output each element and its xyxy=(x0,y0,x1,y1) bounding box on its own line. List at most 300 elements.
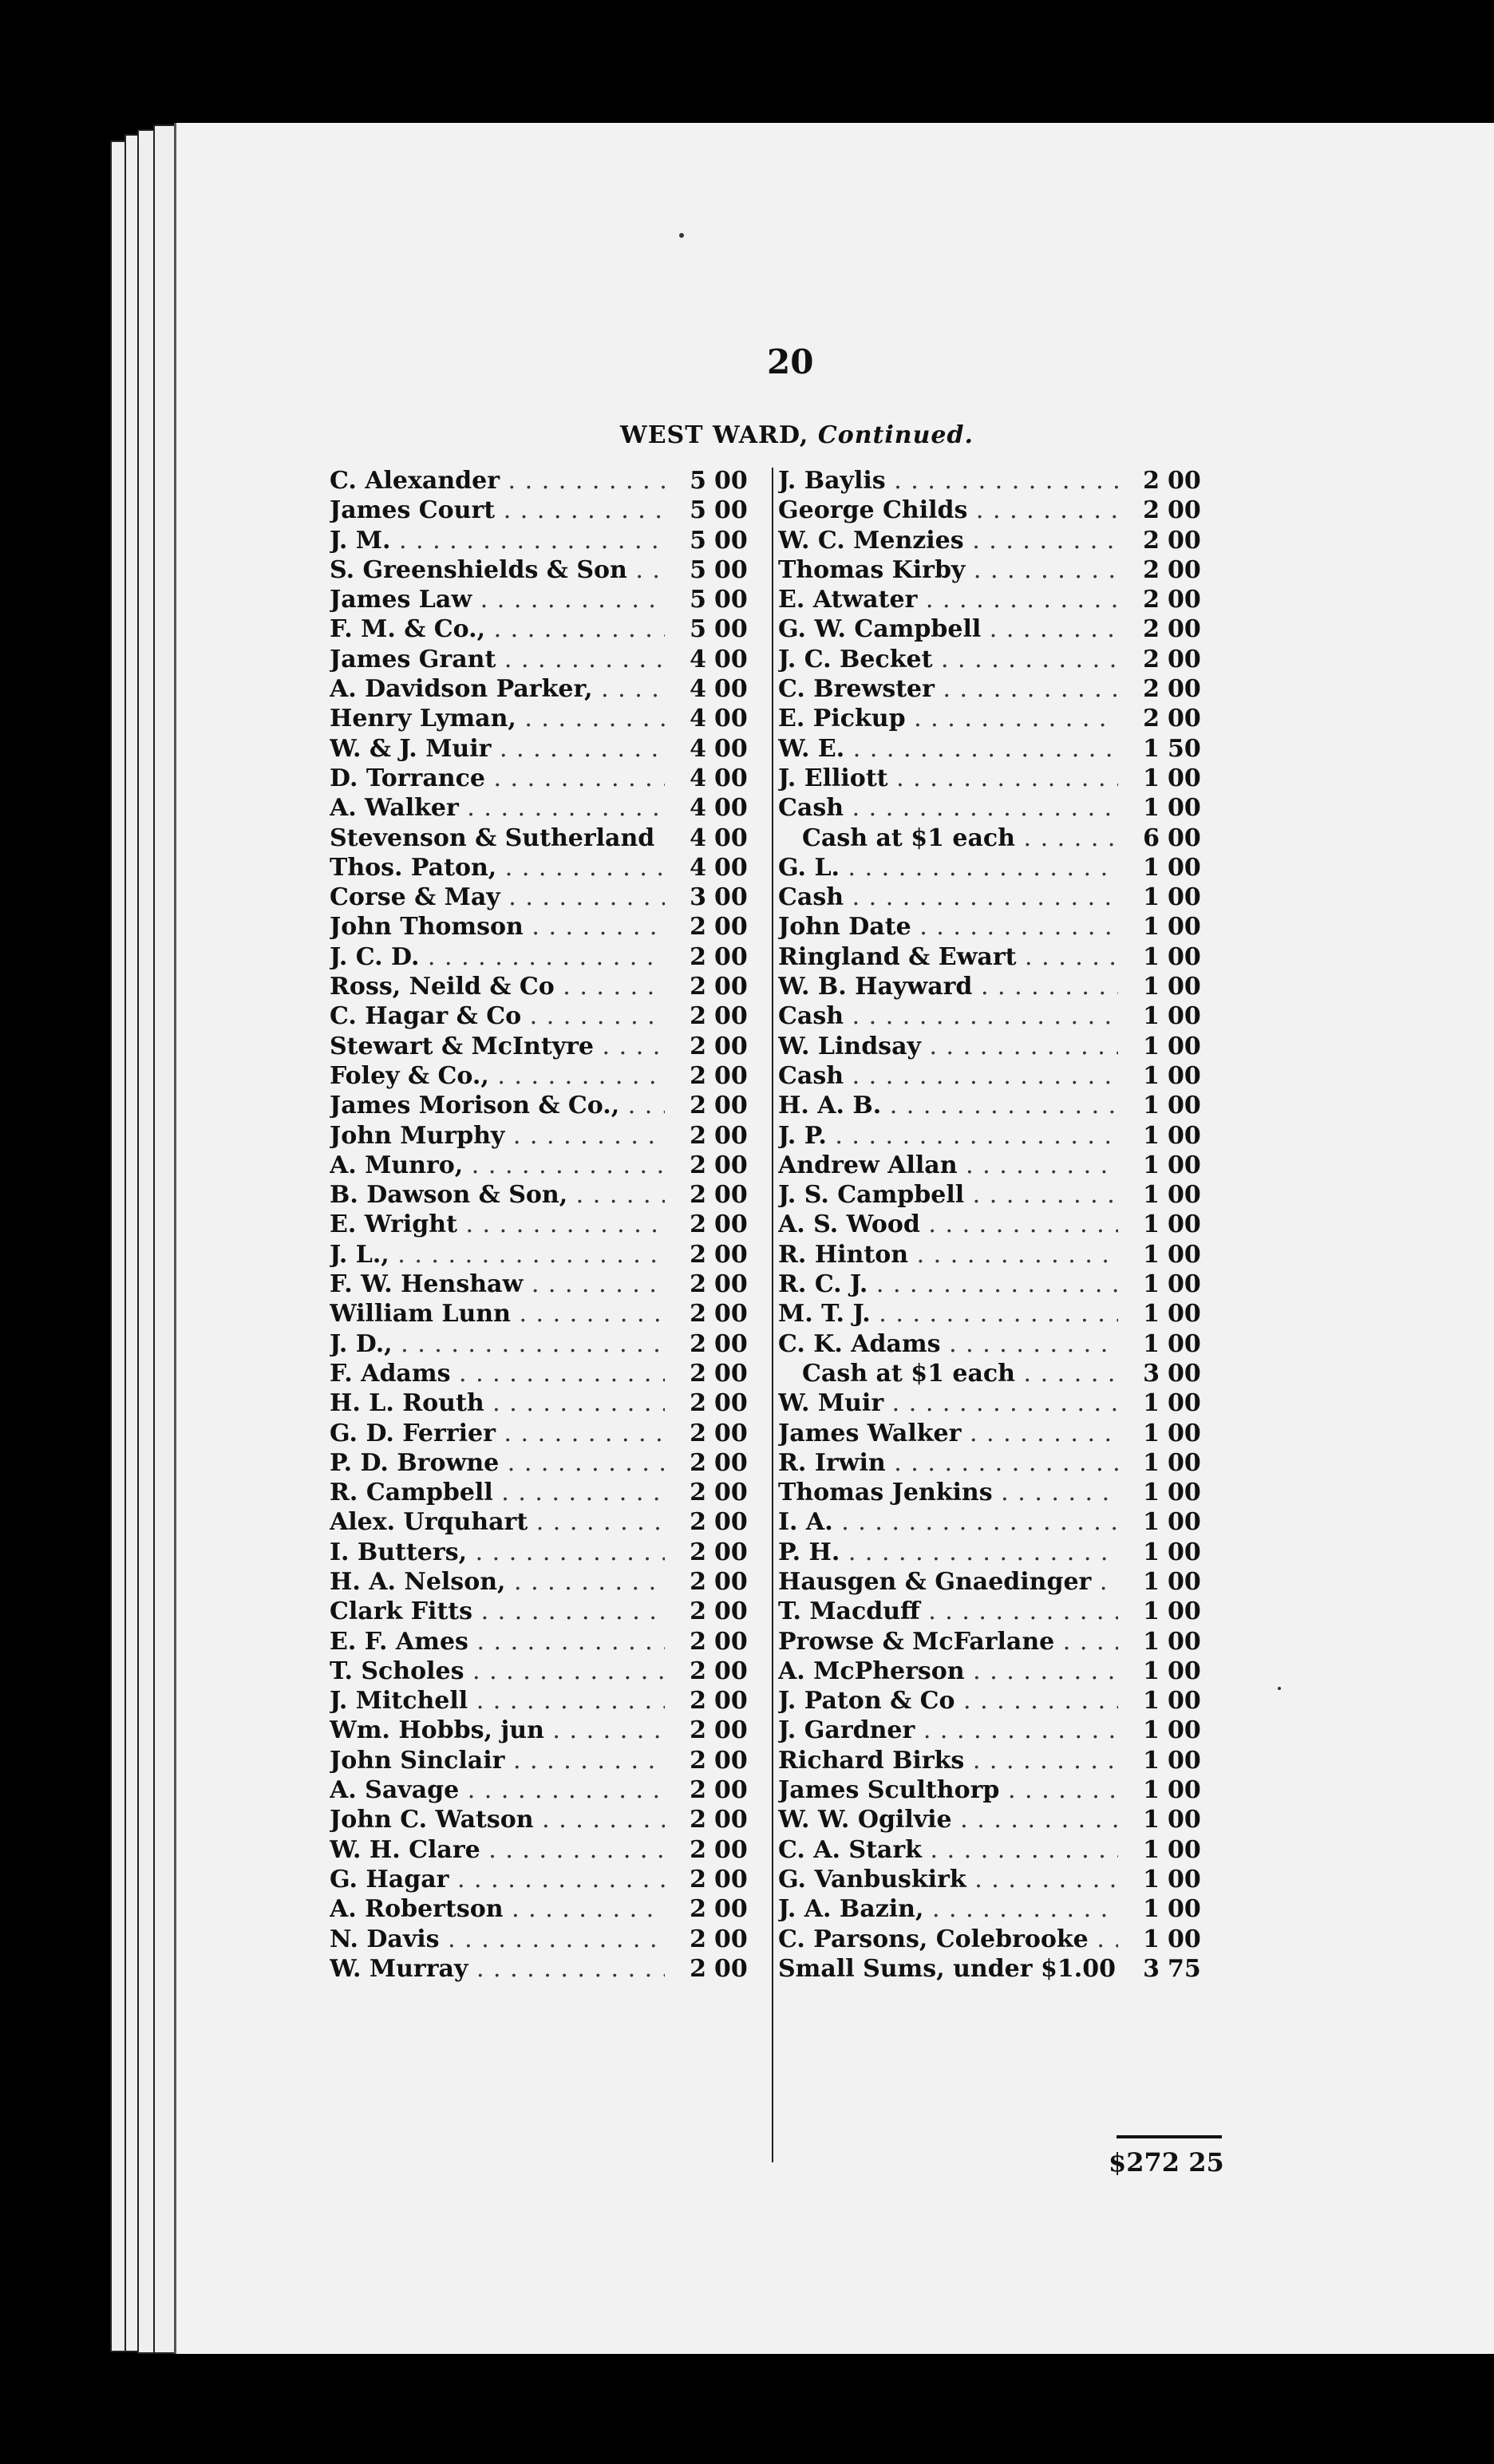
amount-dollars: 2 xyxy=(690,1210,706,1239)
amount-dollars: 2 xyxy=(1143,555,1160,584)
contributor-name: C. Brewster . . . xyxy=(778,674,1118,704)
amount-cents: 00 xyxy=(1168,1508,1201,1537)
list-row xyxy=(778,972,1217,1001)
contributor-name: W. H. Clare . . . xyxy=(330,1835,665,1865)
heading-main: WEST WARD, xyxy=(620,421,809,449)
amount-cents: 00 xyxy=(1168,1121,1201,1150)
amount-dollars: 2 xyxy=(690,1181,706,1210)
contributor-name: G. Hagar . . . xyxy=(330,1865,665,1894)
amount-cents: 00 xyxy=(714,1002,748,1031)
list-row xyxy=(778,883,1217,912)
list-row xyxy=(330,1746,764,1775)
amount-dollars: 2 xyxy=(1143,467,1160,495)
amount-dollars: 1 xyxy=(1143,1508,1160,1537)
list-row xyxy=(778,1686,1217,1716)
amount-dollars: 1 xyxy=(1143,1270,1160,1299)
list-row xyxy=(778,1180,1217,1210)
contributor-name: Prowse & McFarlane . . . xyxy=(778,1627,1118,1656)
contributor-name: R. Campbell . . . xyxy=(330,1478,665,1507)
amount-cents: 00 xyxy=(714,1895,748,1924)
amount-cents: 00 xyxy=(714,1687,748,1716)
contributor-name: James Walker . . . xyxy=(778,1419,1118,1448)
amount-dollars: 2 xyxy=(690,1716,706,1745)
amount-cents: 00 xyxy=(1168,1538,1201,1566)
amount-cents: 00 xyxy=(1168,794,1201,823)
contributor-name: W. B. Hayward . . . xyxy=(778,972,1118,1001)
total-rule xyxy=(1117,2135,1222,2138)
amount-dollars: 1 xyxy=(1143,942,1160,971)
amount-cents: 00 xyxy=(1168,1716,1201,1745)
contributor-name: James Sculthorp . . . xyxy=(778,1775,1118,1805)
amount-cents: 00 xyxy=(714,1419,748,1447)
amount-dollars: 2 xyxy=(690,1479,706,1507)
amount-dollars: 4 xyxy=(690,764,706,792)
list-row xyxy=(778,1716,1217,1745)
amount-dollars: 4 xyxy=(690,794,706,823)
amount-cents: 00 xyxy=(714,1597,748,1626)
contributor-name: J. Baylis . . . xyxy=(778,466,1118,496)
list-row xyxy=(778,1299,1217,1329)
amount-dollars: 2 xyxy=(690,1835,706,1864)
amount-cents: 00 xyxy=(714,555,748,584)
contributor-name: C. K. Adams . . . xyxy=(778,1329,1118,1359)
contributor-name: F. Adams . . . xyxy=(330,1359,665,1388)
amount-cents: 00 xyxy=(1168,705,1201,733)
amount-cents: 00 xyxy=(714,1835,748,1864)
amount-dollars: 2 xyxy=(1143,675,1160,704)
list-row xyxy=(330,1597,764,1626)
amount-cents: 00 xyxy=(714,1865,748,1893)
amount-cents: 00 xyxy=(714,1806,748,1834)
amount-dollars: 2 xyxy=(1143,496,1160,525)
contributor-name: George Childs . . . xyxy=(778,496,1118,525)
amount-cents: 00 xyxy=(1168,913,1201,942)
amount-cents: 00 xyxy=(1168,853,1201,882)
contributor-name: Stewart & McIntyre . . . xyxy=(330,1032,665,1061)
amount-cents: 00 xyxy=(1168,1092,1201,1120)
list-row xyxy=(778,1329,1217,1359)
amount-cents: 00 xyxy=(1168,1359,1201,1388)
list-row xyxy=(778,526,1217,555)
list-row xyxy=(778,1865,1217,1894)
list-row xyxy=(778,1001,1217,1031)
amount-dollars: 1 xyxy=(1143,1210,1160,1239)
amount-cents: 00 xyxy=(714,1508,748,1537)
amount-dollars: 2 xyxy=(690,1419,706,1447)
amount-cents: 00 xyxy=(714,1300,748,1329)
contributor-name: E. Pickup . . . xyxy=(778,704,1118,733)
contributor-name: G. Vanbuskirk . . . xyxy=(778,1865,1118,1894)
amount-cents: 00 xyxy=(714,1448,748,1477)
list-row xyxy=(330,1151,764,1180)
amount-cents: 50 xyxy=(1168,734,1201,763)
contributor-name: R. Hinton . . . xyxy=(778,1240,1118,1270)
contributor-name: J. Gardner . . . xyxy=(778,1716,1118,1745)
list-row xyxy=(330,1121,764,1151)
contributor-name: J. P. . . . xyxy=(778,1121,1118,1151)
contributor-name: J. M. . . . xyxy=(330,526,665,555)
contributor-name: John Thomson . . . xyxy=(330,912,665,942)
amount-cents: 00 xyxy=(1168,1567,1201,1596)
amount-cents: 00 xyxy=(1168,467,1201,495)
list-row xyxy=(330,1835,764,1865)
list-row xyxy=(778,614,1217,644)
contributor-name: C. Hagar & Co . . . xyxy=(330,1001,665,1031)
amount-cents: 00 xyxy=(714,1716,748,1745)
contributor-name: W. Lindsay . . . xyxy=(778,1032,1118,1061)
list-row xyxy=(778,1567,1217,1597)
list-row xyxy=(330,1061,764,1091)
contributor-name: T. Macduff . . . xyxy=(778,1597,1118,1626)
list-row xyxy=(778,734,1217,764)
list-row xyxy=(778,1894,1217,1924)
contributor-name: Cash at $1 each . . . xyxy=(778,823,1118,853)
amount-dollars: 1 xyxy=(1143,1002,1160,1031)
contributor-name: R. Irwin . . . xyxy=(778,1448,1118,1478)
amount-dollars: 2 xyxy=(690,1300,706,1329)
amount-dollars: 1 xyxy=(1143,1448,1160,1477)
amount-dollars: 1 xyxy=(1143,1895,1160,1924)
list-row xyxy=(778,704,1217,733)
amount-dollars: 1 xyxy=(1143,883,1160,912)
list-row xyxy=(778,1091,1217,1120)
amount-cents: 00 xyxy=(1168,1835,1201,1864)
amount-cents: 00 xyxy=(714,973,748,1001)
amount-dollars: 1 xyxy=(1143,1776,1160,1805)
list-row xyxy=(778,1478,1217,1507)
amount-dollars: 2 xyxy=(1143,586,1160,614)
amount-dollars: 2 xyxy=(690,1746,706,1775)
amount-cents: 00 xyxy=(714,1061,748,1090)
list-row xyxy=(330,1627,764,1656)
amount-cents: 00 xyxy=(1168,1746,1201,1775)
list-row xyxy=(778,1538,1217,1567)
contributor-name: P. H. . . . xyxy=(778,1538,1118,1567)
amount-dollars: 1 xyxy=(1143,794,1160,823)
amount-dollars: 1 xyxy=(1143,764,1160,792)
amount-dollars: 2 xyxy=(690,1627,706,1656)
amount-dollars: 2 xyxy=(690,1776,706,1805)
contributor-name: Wm. Hobbs, jun . . . xyxy=(330,1716,665,1745)
amount-cents: 00 xyxy=(714,1032,748,1060)
amount-cents: 00 xyxy=(714,764,748,792)
list-row xyxy=(330,1805,764,1834)
contributor-name: E. F. Ames . . . xyxy=(330,1627,665,1656)
contributor-name: J. C. Becket . . . xyxy=(778,645,1118,674)
amount-cents: 00 xyxy=(714,1627,748,1656)
list-row xyxy=(330,1032,764,1061)
list-row xyxy=(330,555,764,585)
contributor-name: Cash . . . xyxy=(778,1001,1118,1031)
amount-dollars: 1 xyxy=(1143,1061,1160,1090)
list-row xyxy=(330,764,764,793)
contributor-name: Corse & May . . . xyxy=(330,883,665,912)
contributor-name: John Date . . . xyxy=(778,912,1118,942)
contributor-name: J. Paton & Co . . . xyxy=(778,1686,1118,1716)
amount-cents: 00 xyxy=(714,615,748,644)
amount-dollars: 1 xyxy=(1143,1151,1160,1179)
contributor-name: J. C. D. . . . xyxy=(330,942,665,972)
amount-dollars: 3 xyxy=(690,883,706,912)
amount-cents: 00 xyxy=(1168,764,1201,792)
amount-dollars: 2 xyxy=(690,1389,706,1418)
contributor-name: James Morison & Co., . . . xyxy=(330,1091,665,1120)
contributor-name: W. E. . . . xyxy=(778,734,1118,764)
amount-cents: 00 xyxy=(714,1181,748,1210)
list-row xyxy=(330,1091,764,1120)
list-row xyxy=(330,645,764,674)
amount-dollars: 2 xyxy=(690,1687,706,1716)
list-row xyxy=(330,1329,764,1359)
left-column xyxy=(330,466,764,1984)
amount-cents: 00 xyxy=(714,1656,748,1685)
amount-dollars: 1 xyxy=(1143,1687,1160,1716)
amount-dollars: 2 xyxy=(690,1597,706,1626)
heading-continued: Continued. xyxy=(817,421,974,449)
right-column xyxy=(778,466,1217,1984)
amount-dollars: 1 xyxy=(1143,1835,1160,1864)
amount-cents: 00 xyxy=(1168,1656,1201,1685)
amount-cents: 00 xyxy=(714,1270,748,1299)
amount-dollars: 2 xyxy=(690,1032,706,1060)
amount-dollars: 2 xyxy=(690,1656,706,1685)
amount-dollars: 1 xyxy=(1143,1032,1160,1060)
amount-cents: 00 xyxy=(1168,823,1201,852)
list-row xyxy=(778,1359,1217,1388)
list-row xyxy=(330,1419,764,1448)
contributor-name: Ringland & Ewart . . . xyxy=(778,942,1118,972)
contributor-name: C. A. Stark . . . xyxy=(778,1835,1118,1865)
list-row xyxy=(778,793,1217,823)
amount-dollars: 2 xyxy=(690,1954,706,1983)
contributor-name: S. Greenshields & Son . . . xyxy=(330,555,665,585)
list-row xyxy=(778,912,1217,942)
list-row xyxy=(330,1210,764,1239)
amount-dollars: 6 xyxy=(1143,823,1160,852)
contributor-name: H. L. Routh . . . xyxy=(330,1388,665,1418)
amount-cents: 00 xyxy=(1168,1865,1201,1893)
contributor-name: Cash at $1 each . . . xyxy=(778,1359,1118,1388)
amount-dollars: 1 xyxy=(1143,1092,1160,1120)
amount-dollars: 2 xyxy=(1143,645,1160,673)
amount-dollars: 1 xyxy=(1143,1746,1160,1775)
amount-dollars: 3 xyxy=(1143,1359,1160,1388)
amount-cents: 00 xyxy=(714,853,748,882)
contributor-name: James Court . . . xyxy=(330,496,665,525)
contributor-name: A. Munro, . . . xyxy=(330,1151,665,1180)
amount-dollars: 5 xyxy=(690,467,706,495)
list-row xyxy=(330,1270,764,1299)
list-row xyxy=(778,1210,1217,1239)
contributor-name: Foley & Co., . . . xyxy=(330,1061,665,1091)
list-row xyxy=(330,1865,764,1894)
contributor-name: D. Torrance . . . xyxy=(330,764,665,793)
contributor-name: A. Walker . . . xyxy=(330,793,665,823)
amount-cents: 75 xyxy=(1168,1954,1201,1983)
ink-speck xyxy=(1278,1687,1281,1690)
contributor-name: J. S. Campbell . . . xyxy=(778,1180,1118,1210)
amount-cents: 00 xyxy=(714,586,748,614)
contributor-name: Hausgen & Gnaedinger . . . xyxy=(778,1567,1118,1597)
amount-dollars: 1 xyxy=(1143,1240,1160,1269)
list-row xyxy=(778,1448,1217,1478)
amount-cents: 00 xyxy=(1168,1419,1201,1447)
amount-cents: 00 xyxy=(714,883,748,912)
list-row xyxy=(330,585,764,614)
list-row xyxy=(330,793,764,823)
amount-dollars: 2 xyxy=(690,1895,706,1924)
amount-dollars: 5 xyxy=(690,496,706,525)
amount-cents: 00 xyxy=(714,1479,748,1507)
amount-dollars: 1 xyxy=(1143,1806,1160,1834)
amount-dollars: 1 xyxy=(1143,734,1160,763)
amount-dollars: 2 xyxy=(690,1359,706,1388)
list-row xyxy=(330,1180,764,1210)
contributor-name: Alex. Urquhart . . . xyxy=(330,1507,665,1537)
list-row xyxy=(330,1954,764,1984)
amount-dollars: 1 xyxy=(1143,1716,1160,1745)
ink-speck xyxy=(679,233,684,238)
amount-cents: 00 xyxy=(714,1210,748,1239)
amount-cents: 00 xyxy=(1168,1210,1201,1239)
amount-dollars: 3 xyxy=(1143,1954,1160,1983)
list-row xyxy=(330,466,764,496)
list-row xyxy=(778,1597,1217,1626)
contributor-name: Richard Birks . . . xyxy=(778,1746,1118,1775)
contributor-name: J. A. Bazin, . . . xyxy=(778,1894,1118,1924)
list-row xyxy=(330,526,764,555)
contributor-name: J. L., . . . xyxy=(330,1240,665,1270)
amount-dollars: 1 xyxy=(1143,853,1160,882)
amount-cents: 00 xyxy=(714,526,748,555)
contributor-name: A. McPherson . . . xyxy=(778,1656,1118,1686)
contributor-name: H. A. B. . . . xyxy=(778,1091,1118,1120)
contributor-name: C. Parsons, Colebrooke . . . xyxy=(778,1925,1118,1954)
list-row xyxy=(778,1121,1217,1151)
list-row xyxy=(778,1240,1217,1270)
list-row xyxy=(778,1627,1217,1656)
list-row xyxy=(330,1359,764,1388)
list-row xyxy=(330,704,764,733)
amount-dollars: 4 xyxy=(690,705,706,733)
amount-dollars: 2 xyxy=(690,1002,706,1031)
list-row xyxy=(330,1388,764,1418)
amount-cents: 00 xyxy=(714,1776,748,1805)
contributor-name: Ross, Neild & Co . . . xyxy=(330,972,665,1001)
amount-dollars: 1 xyxy=(1143,1925,1160,1953)
amount-dollars: 1 xyxy=(1143,1419,1160,1447)
list-row xyxy=(778,1151,1217,1180)
contributor-name: W. C. Menzies . . . xyxy=(778,526,1118,555)
list-row xyxy=(778,496,1217,525)
list-row xyxy=(778,764,1217,793)
amount-cents: 00 xyxy=(1168,1806,1201,1834)
amount-cents: 00 xyxy=(1168,942,1201,971)
contributor-name: A. Davidson Parker, . . . xyxy=(330,674,665,704)
amount-dollars: 2 xyxy=(690,1061,706,1090)
contributor-name: Henry Lyman, . . . xyxy=(330,704,665,733)
amount-cents: 00 xyxy=(714,1538,748,1566)
book-page xyxy=(174,123,1494,2354)
amount-cents: 00 xyxy=(1168,1687,1201,1716)
amount-dollars: 4 xyxy=(690,675,706,704)
amount-cents: 00 xyxy=(1168,1479,1201,1507)
list-row xyxy=(330,1925,764,1954)
amount-dollars: 1 xyxy=(1143,913,1160,942)
list-row xyxy=(778,466,1217,496)
amount-cents: 00 xyxy=(1168,1597,1201,1626)
amount-cents: 00 xyxy=(714,823,748,852)
amount-cents: 00 xyxy=(714,1389,748,1418)
contributor-name: J. Elliott . . . xyxy=(778,764,1118,793)
list-row xyxy=(330,883,764,912)
list-row xyxy=(778,1388,1217,1418)
list-row xyxy=(778,1507,1217,1537)
contributor-name: John C. Watson . . . xyxy=(330,1805,665,1834)
amount-dollars: 2 xyxy=(690,1538,706,1566)
list-row xyxy=(330,1686,764,1716)
list-row xyxy=(330,942,764,972)
amount-cents: 00 xyxy=(714,1151,748,1179)
list-row xyxy=(330,1656,764,1686)
contributor-name: Cash . . . xyxy=(778,1061,1118,1091)
amount-dollars: 1 xyxy=(1143,1389,1160,1418)
amount-dollars: 1 xyxy=(1143,1538,1160,1566)
list-row xyxy=(778,853,1217,883)
contributor-name: Thomas Kirby . . . xyxy=(778,555,1118,585)
list-row xyxy=(330,912,764,942)
amount-cents: 00 xyxy=(714,496,748,525)
amount-cents: 00 xyxy=(1168,586,1201,614)
contributor-name: John Murphy . . . xyxy=(330,1121,665,1151)
list-row xyxy=(330,1775,764,1805)
amount-dollars: 1 xyxy=(1143,973,1160,1001)
list-row xyxy=(778,1061,1217,1091)
amount-cents: 00 xyxy=(1168,1925,1201,1953)
amount-cents: 00 xyxy=(1168,615,1201,644)
amount-dollars: 2 xyxy=(690,1865,706,1893)
contributor-name: W. Muir . . . xyxy=(778,1388,1118,1418)
list-row xyxy=(330,614,764,644)
amount-dollars: 1 xyxy=(1143,1656,1160,1685)
amount-dollars: 2 xyxy=(690,1270,706,1299)
amount-cents: 00 xyxy=(1168,645,1201,673)
amount-cents: 00 xyxy=(1168,1151,1201,1179)
list-row xyxy=(330,1448,764,1478)
list-row xyxy=(330,1894,764,1924)
contributor-name: Clark Fitts . . . xyxy=(330,1597,665,1626)
contributor-name: E. Wright . . . xyxy=(330,1210,665,1239)
contributor-name: H. A. Nelson, . . . xyxy=(330,1567,665,1597)
list-row xyxy=(330,823,764,853)
contributor-name: A. Savage . . . xyxy=(330,1775,665,1805)
amount-dollars: 4 xyxy=(690,853,706,882)
list-row xyxy=(778,942,1217,972)
amount-dollars: 4 xyxy=(690,734,706,763)
amount-cents: 00 xyxy=(714,734,748,763)
amount-dollars: 5 xyxy=(690,526,706,555)
contributor-name: M. T. J. . . . xyxy=(778,1299,1118,1329)
list-row xyxy=(778,1656,1217,1686)
amount-cents: 00 xyxy=(1168,526,1201,555)
contributor-name: C. Alexander . . . xyxy=(330,466,665,496)
contributor-name: B. Dawson & Son, . . . xyxy=(330,1180,665,1210)
amount-dollars: 1 xyxy=(1143,1329,1160,1358)
amount-cents: 00 xyxy=(1168,1181,1201,1210)
contributor-name: John Sinclair . . . xyxy=(330,1746,665,1775)
amount-dollars: 2 xyxy=(690,1806,706,1834)
contributor-name: J. Mitchell . . . xyxy=(330,1686,665,1716)
